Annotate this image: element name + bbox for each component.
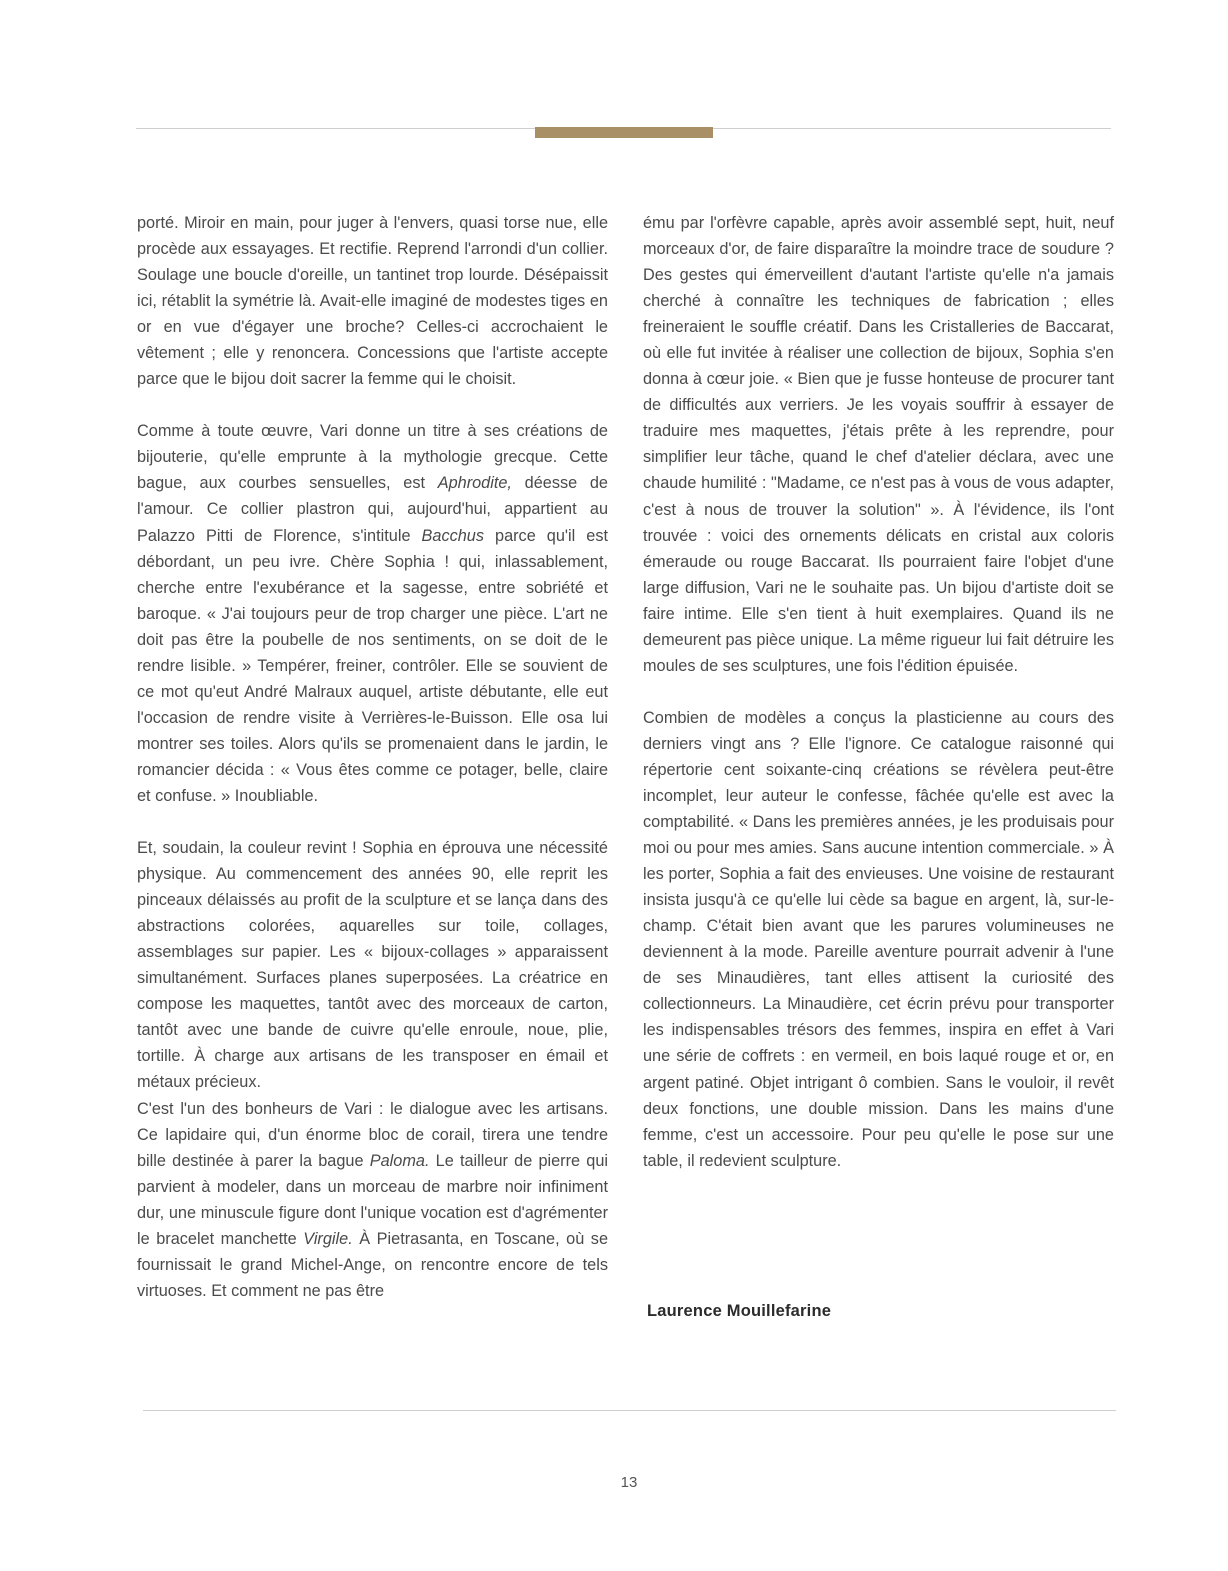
left-paragraph-4 xyxy=(137,1096,608,1304)
right-column xyxy=(643,210,1114,1174)
text-run: déesse de l'amour. Ce collier plastron qui, aujourd'hui, appartient au Palazzo Pitti de Florence, s'intitule xyxy=(137,474,608,545)
author-signature: Laurence Mouillefarine xyxy=(647,1302,832,1320)
left-paragraph-2 xyxy=(137,418,608,809)
title-virgile: Virgile. xyxy=(303,1229,353,1248)
title-paloma: Paloma. xyxy=(369,1151,430,1170)
title-aphrodite: Aphrodite, xyxy=(437,474,512,493)
text-run: Comme à toute œuvre, Vari donne un titre à ses créations de bijouterie, qu'elle emprunte à la mythologie grecque. Cette bague, aux courbes sensuelles, est xyxy=(137,422,608,493)
left-paragraph-1: porté. Miroir en main, pour juger à l'envers, quasi torse nue, elle procède aux essayages. Et rectifie. Reprend l'arrondi d'un collier. Soulage une boucle d'oreille, un tantinet trop lourde. Désépaissit ici, rétablit la symétrie là. Avait-elle imaginé de modestes tiges en or en vue d'égayer une broche? Celles-ci accrochaient le vêtement ; elle y renoncera. Concessions que l'artiste accepte parce que le bijou doit sacrer la femme qui le choisit. xyxy=(137,214,608,389)
left-column xyxy=(137,210,608,1304)
text-run: C'est l'un des bonheurs de Vari : le dialogue avec les artisans. Ce lapidaire qui, d'un énorme bloc de corail, tirera une tendre bille destinée à parer la bague xyxy=(137,1099,608,1170)
text-run: parce qu'il est débordant, un peu ivre. Chère Sophia ! qui, inlassablement, cherche entre l'exubérance et la sagesse, entre sobriété et baroque. « J'ai toujours peur de trop charger une pièce. L'art ne doit pas être la poubelle de nos sentiments, on se doit de le rendre lisible. » Tempérer, freiner, contrôler. Elle se souvient de ce mot qu'eut André Malraux auquel, artiste débutante, elle eut l'occasion de rendre visite à Verrières-le-Buisson. Elle osa lui montrer ses toiles. Alors qu'ils se promenaient dans le jardin, le romancier décida : « Vous êtes comme ce potager, belle, claire et confuse. » Inoubliable. xyxy=(137,526,608,805)
title-bacchus: Bacchus xyxy=(421,526,484,545)
page-number: 13 xyxy=(620,1474,638,1491)
paragraph-gap xyxy=(643,679,1114,705)
right-paragraph-2: Combien de modèles a conçus la plasticienne au cours des derniers vingt ans ? Elle l'ignore. Ce catalogue raisonné qui répertorie cent soixante-cinq créations se révèlera peut-être incomplet, leur auteur le confesse, fâchée qu'elle est avec la comptabilité. « Dans les premières années, je les produisais pour moi ou pour mes amies. Sans aucune intention commerciale. » À les porter, Sophia a fait des envieuses. Une voisine de restaurant insista jusqu'à ce qu'elle lui cède sa bague en argent, là, sur-le-champ. C'était bien avant que les parures volumineuses ne deviennent à la mode. Pareille aventure pourrait advenir à l'une de ses Minaudières, tant elles attisent la curiosité des collectionneurs. La Minaudière, cet écrin prévu pour transporter les indispensables trésors des femmes, inspira en effet à Vari une série de coffrets : en vermeil, en bois laqué rouge et or, en argent patiné. Objet intrigant ô combien. Sans le vouloir, il revêt deux fonctions, une double mission. Dans les mains d'une femme, c'est un accessoire. Pour peu qu'elle le pose sur une table, il redevient sculpture. xyxy=(643,708,1114,1170)
paragraph-gap xyxy=(137,392,608,418)
text-run: À Pietrasanta, en Toscane, où se fournissait le grand Michel-Ange, on rencontre encore de tels virtuoses. Et comment ne pas être xyxy=(137,1229,608,1300)
left-paragraph-3: Et, soudain, la couleur revint ! Sophia en éprouva une nécessité physique. Au commencement des années 90, elle reprit les pinceaux délaissés au profit de la sculpture et se lança dans des abstractions colorées, aquarelles sur toile, collages, assemblages sur papier. Les « bijoux-collages » apparaissent simultanément. Surfaces planes superposées. La créatrice en compose les maquettes, tantôt avec des morceaux de carton, tantôt avec une bande de cuivre qu'elle enroule, noue, plie, tortille. À charge aux artisans de les transposer en émail et métaux précieux. xyxy=(137,839,608,1092)
bottom-rule xyxy=(143,1410,1116,1411)
top-accent-bar xyxy=(535,127,713,138)
right-paragraph-1: ému par l'orfèvre capable, après avoir assemblé sept, huit, neuf morceaux d'or, de faire disparaître la moindre trace de soudure ? Des gestes qui émerveillent d'autant l'artiste qu'elle n'a jamais cherché à connaître les techniques de fabrication ; elles freineraient le souffle créatif. Dans les Cristalleries de Baccarat, où elle fut invitée à réaliser une collection de bijoux, Sophia s'en donna à cœur joie. « Bien que je fusse honteuse de procurer tant de difficultés aux verriers. Je les voyais souffrir à essayer de traduire mes maquettes, j'étais prête à les reprendre, pour simplifier leur tâche, quand le chef d'atelier déclara, avec une chaude humilité : "Madame, ce n'est pas à vous de vous adapter, c'est à nous de trouver la solution" ». À l'évidence, ils l'ont trouvée : voici des ornements délicats en cristal aux coloris émeraude ou rouge Baccarat. Ils pourraient faire l'objet d'une large diffusion, Vari ne le souhaite pas. Un bijou d'artiste doit se faire intime. Elle s'en tient à huit exemplaires. Quand ils ne demeurent pas pièce unique. La même rigueur lui fait détruire les moules de ses sculptures, une fois l'édition épuisée. xyxy=(643,214,1114,675)
text-run: Le tailleur de pierre qui parvient à modeler, dans un morceau de marbre noir infiniment dur, une minuscule figure dont l'unique vocation est d'agrémenter le bracelet manchette xyxy=(137,1151,608,1248)
paragraph-gap xyxy=(137,809,608,835)
